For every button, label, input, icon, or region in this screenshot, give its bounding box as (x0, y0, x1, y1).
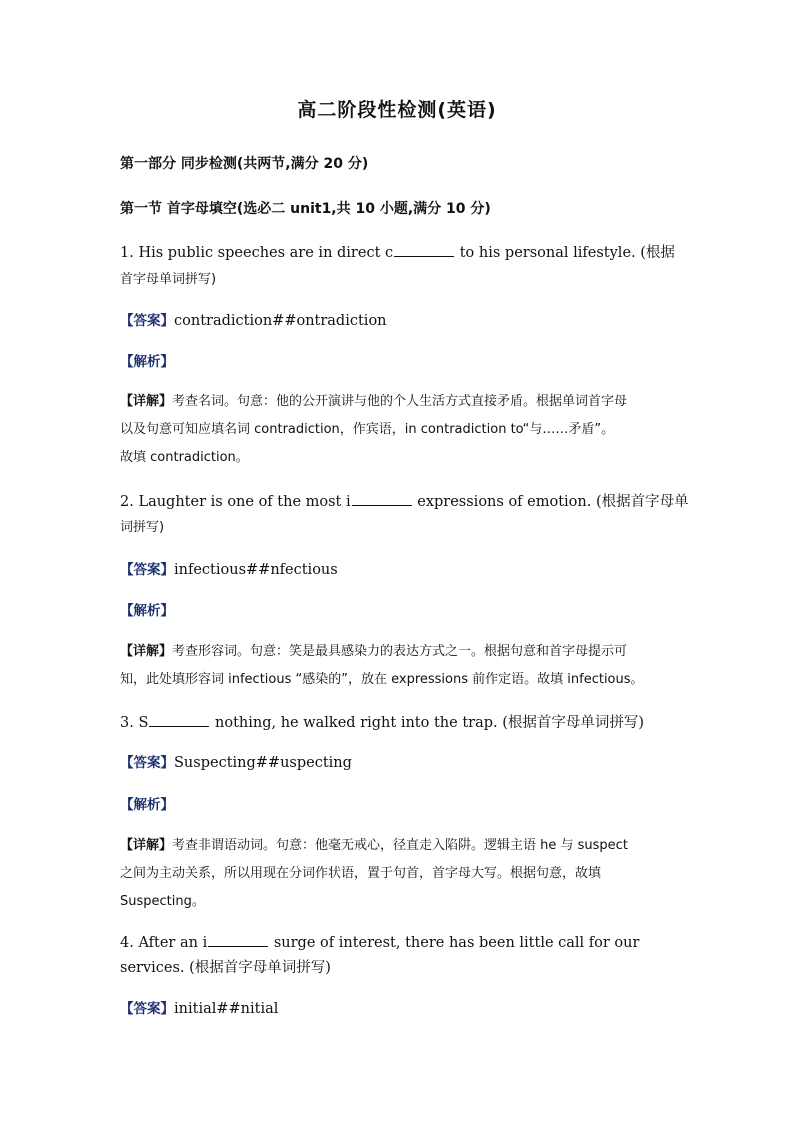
analysis-1 (120, 352, 174, 372)
answer-value: initial##nitial (174, 1001, 279, 1017)
analysis-label: 【解析】 (120, 603, 174, 619)
answer-value: infectious##nfectious (174, 562, 338, 578)
answer-blank (394, 242, 454, 257)
analysis-3 (120, 795, 174, 815)
question-4-hint: services. (根据首字母单词拼写) (120, 960, 331, 976)
question-1-text: 1. His public speeches are in direct c (120, 245, 394, 261)
question-1-text-after: to his personal lifestyle. (根据 (455, 245, 675, 261)
detail-line: 以及句意可知应填名词 contradiction，作宾语，in contradiction to“与……矛盾”。 (120, 422, 615, 437)
detail-2 (120, 638, 680, 694)
answer-value: contradiction##ontradiction (174, 313, 387, 329)
question-3 (120, 712, 644, 733)
section-heading: 第一节 首字母填空(选必二 unit1,共 10 小题,满分 10 分) (120, 201, 491, 217)
question-4-text-after: surge of interest, there has been little call for our (269, 935, 640, 951)
question-2-text-after: expressions of emotion. (根据首字母单 (412, 494, 689, 510)
analysis-label: 【解析】 (120, 354, 174, 370)
detail-line: 【详解】考查非谓语动词。句意：他毫无戒心，径直走入陷阱。逻辑主语 he 与 suspect (120, 838, 628, 853)
detail-line: 知，此处填形容词 infectious “感染的”，放在 expressions 前作定语。故填 infectious。 (120, 672, 644, 687)
question-4-text: 4. After an i (120, 935, 208, 951)
question-1-hint: 首字母单词拼写) (120, 272, 217, 287)
question-3-text-after: nothing, he walked right into the trap. (根据首字母单词拼写) (210, 715, 645, 731)
answer-label: 【答案】 (120, 562, 174, 578)
answer-label: 【答案】 (120, 313, 174, 329)
question-1 (120, 242, 675, 263)
detail-label: 【详解】 (120, 644, 173, 659)
part-heading: 第一部分 同步检测(共两节,满分 20 分) (120, 156, 369, 172)
answer-label: 【答案】 (120, 755, 174, 771)
detail-1 (120, 388, 680, 472)
page-title: 高二阶段性检测(英语) (297, 99, 497, 121)
answer-4 (120, 999, 278, 1019)
answer-label: 【答案】 (120, 1001, 174, 1017)
question-2-text: 2. Laughter is one of the most i (120, 494, 351, 510)
detail-line: 【详解】考查名词。句意：他的公开演讲与他的个人生活方式直接矛盾。根据单词首字母 (120, 394, 628, 409)
question-3-text: 3. S (120, 715, 149, 731)
question-2 (120, 491, 689, 512)
answer-blank (352, 491, 412, 506)
question-2-hint: 词拼写) (120, 520, 165, 535)
answer-2 (120, 560, 338, 580)
question-4-line2 (120, 958, 331, 978)
answer-3 (120, 753, 352, 773)
answer-blank (208, 932, 268, 947)
detail-line: 故填 contradiction。 (120, 450, 249, 465)
detail-label: 【详解】 (120, 838, 173, 853)
analysis-2 (120, 601, 174, 621)
analysis-label: 【解析】 (120, 797, 174, 813)
answer-blank (149, 712, 209, 727)
detail-3 (120, 832, 680, 916)
answer-value: Suspecting##uspecting (174, 755, 352, 771)
detail-line: 之间为主动关系，所以用现在分词作状语，置于句首，首字母大写。根据句意，故填 (120, 866, 602, 881)
detail-line: 【详解】考查形容词。句意：笑是最具感染力的表达方式之一。根据句意和首字母提示可 (120, 644, 628, 659)
question-4 (120, 932, 639, 953)
detail-line: Suspecting。 (120, 894, 205, 909)
detail-label: 【详解】 (120, 394, 173, 409)
answer-1 (120, 311, 387, 331)
